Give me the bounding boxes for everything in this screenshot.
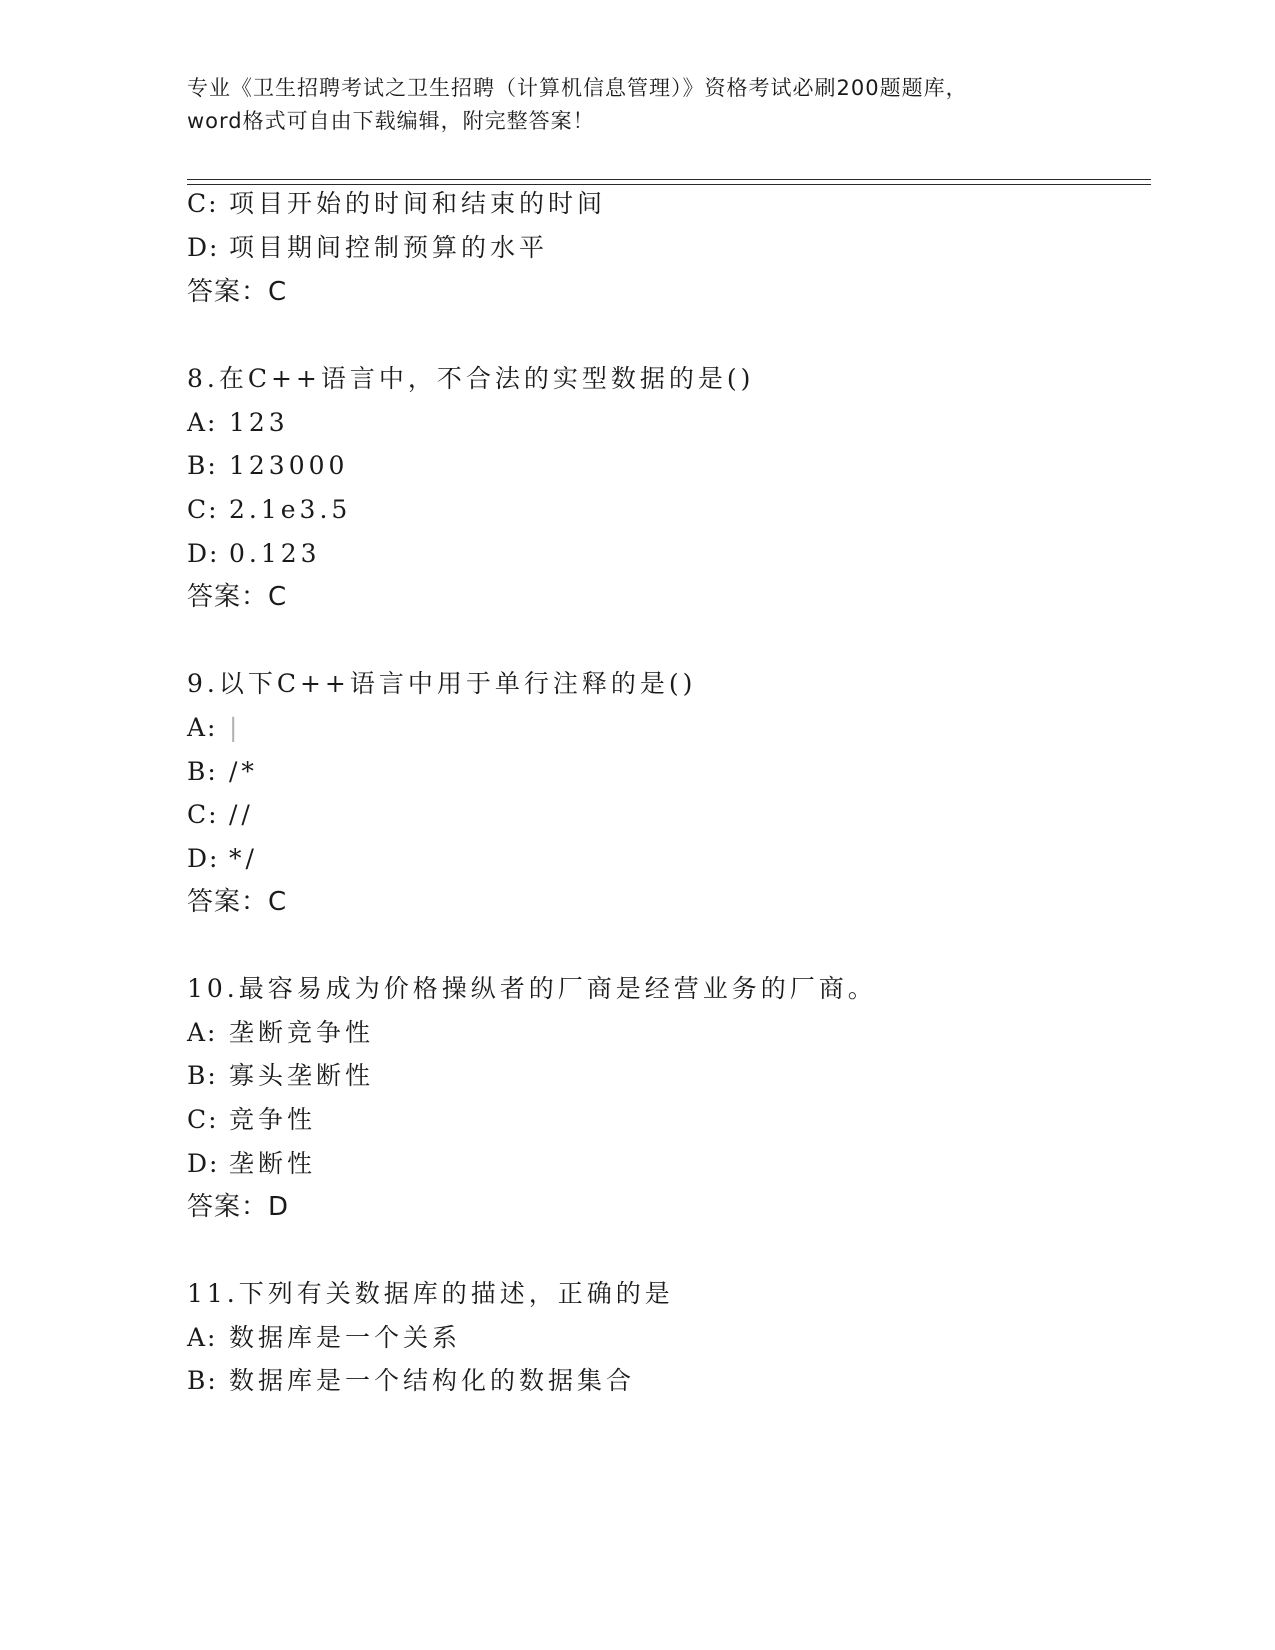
option-label: D: bbox=[187, 539, 220, 568]
option-text: 数据库是一个关系 bbox=[229, 1323, 462, 1352]
answer-option bbox=[187, 1366, 635, 1396]
option-text: 寡头垄断性 bbox=[229, 1061, 375, 1090]
answer-key: 答案：C bbox=[187, 277, 288, 307]
option-text: // bbox=[229, 800, 254, 829]
answer-key: 答案：D bbox=[187, 1192, 290, 1222]
option-label: A: bbox=[187, 713, 218, 742]
header-divider-bottom bbox=[187, 184, 1151, 185]
answer-key: 答案：C bbox=[187, 582, 288, 612]
option-label: D: bbox=[187, 1149, 220, 1178]
option-text: 垄断性 bbox=[229, 1149, 317, 1178]
option-label: B: bbox=[187, 757, 218, 786]
option-label: D: bbox=[187, 233, 220, 262]
option-text: | bbox=[229, 713, 242, 742]
answer-option bbox=[187, 539, 321, 569]
answer-option bbox=[187, 1105, 316, 1135]
answer-option bbox=[187, 233, 548, 263]
header-line-2: word格式可自由下载编辑，附完整答案！ bbox=[187, 109, 595, 133]
option-label: A: bbox=[187, 408, 218, 437]
option-label: B: bbox=[187, 1366, 218, 1395]
question-text: 9.以下C++语言中用于单行注释的是() bbox=[187, 669, 697, 698]
option-text: 竞争性 bbox=[229, 1105, 317, 1134]
question-text: 8.在C++语言中，不合法的实型数据的是() bbox=[187, 364, 755, 393]
option-label: C: bbox=[187, 1105, 219, 1134]
answer-option bbox=[187, 495, 351, 525]
option-text: 2.1e3.5 bbox=[229, 495, 352, 524]
option-text: 123000 bbox=[229, 451, 349, 480]
question-text: 10.最容易成为价格操纵者的厂商是经营业务的厂商。 bbox=[187, 974, 877, 1003]
option-label: B: bbox=[187, 451, 218, 480]
answer-option bbox=[187, 1061, 374, 1091]
header-line-1: 专业《卫生招聘考试之卫生招聘（计算机信息管理）》资格考试必刷200题题库， bbox=[187, 76, 968, 100]
option-text: 垄断竞争性 bbox=[229, 1018, 375, 1047]
answer-option bbox=[187, 713, 241, 743]
answer-option bbox=[187, 800, 254, 830]
option-text: 项目开始的时间和结束的时间 bbox=[229, 189, 607, 218]
answer-option bbox=[187, 408, 289, 438]
answer-key: 答案：C bbox=[187, 887, 288, 917]
question-text: 11.下列有关数据库的描述，正确的是 bbox=[187, 1279, 674, 1308]
option-text: 123 bbox=[229, 408, 289, 437]
answer-option bbox=[187, 451, 348, 481]
option-label: D: bbox=[187, 844, 220, 873]
answer-option bbox=[187, 1018, 374, 1048]
option-label: A: bbox=[187, 1018, 218, 1047]
option-text: 0.123 bbox=[229, 539, 321, 568]
option-text: /* bbox=[229, 757, 258, 786]
answer-option bbox=[187, 1149, 316, 1179]
option-text: 数据库是一个结构化的数据集合 bbox=[229, 1366, 636, 1395]
option-label: B: bbox=[187, 1061, 218, 1090]
option-label: C: bbox=[187, 189, 219, 218]
answer-option bbox=[187, 1323, 461, 1353]
option-label: C: bbox=[187, 800, 219, 829]
option-text: */ bbox=[229, 844, 258, 873]
answer-option bbox=[187, 189, 606, 219]
option-text: 项目期间控制预算的水平 bbox=[229, 233, 549, 262]
option-label: C: bbox=[187, 495, 219, 524]
header-divider-top bbox=[187, 179, 1151, 180]
answer-option bbox=[187, 844, 258, 874]
document-header bbox=[187, 72, 1087, 138]
answer-option bbox=[187, 757, 258, 787]
option-label: A: bbox=[187, 1323, 218, 1352]
